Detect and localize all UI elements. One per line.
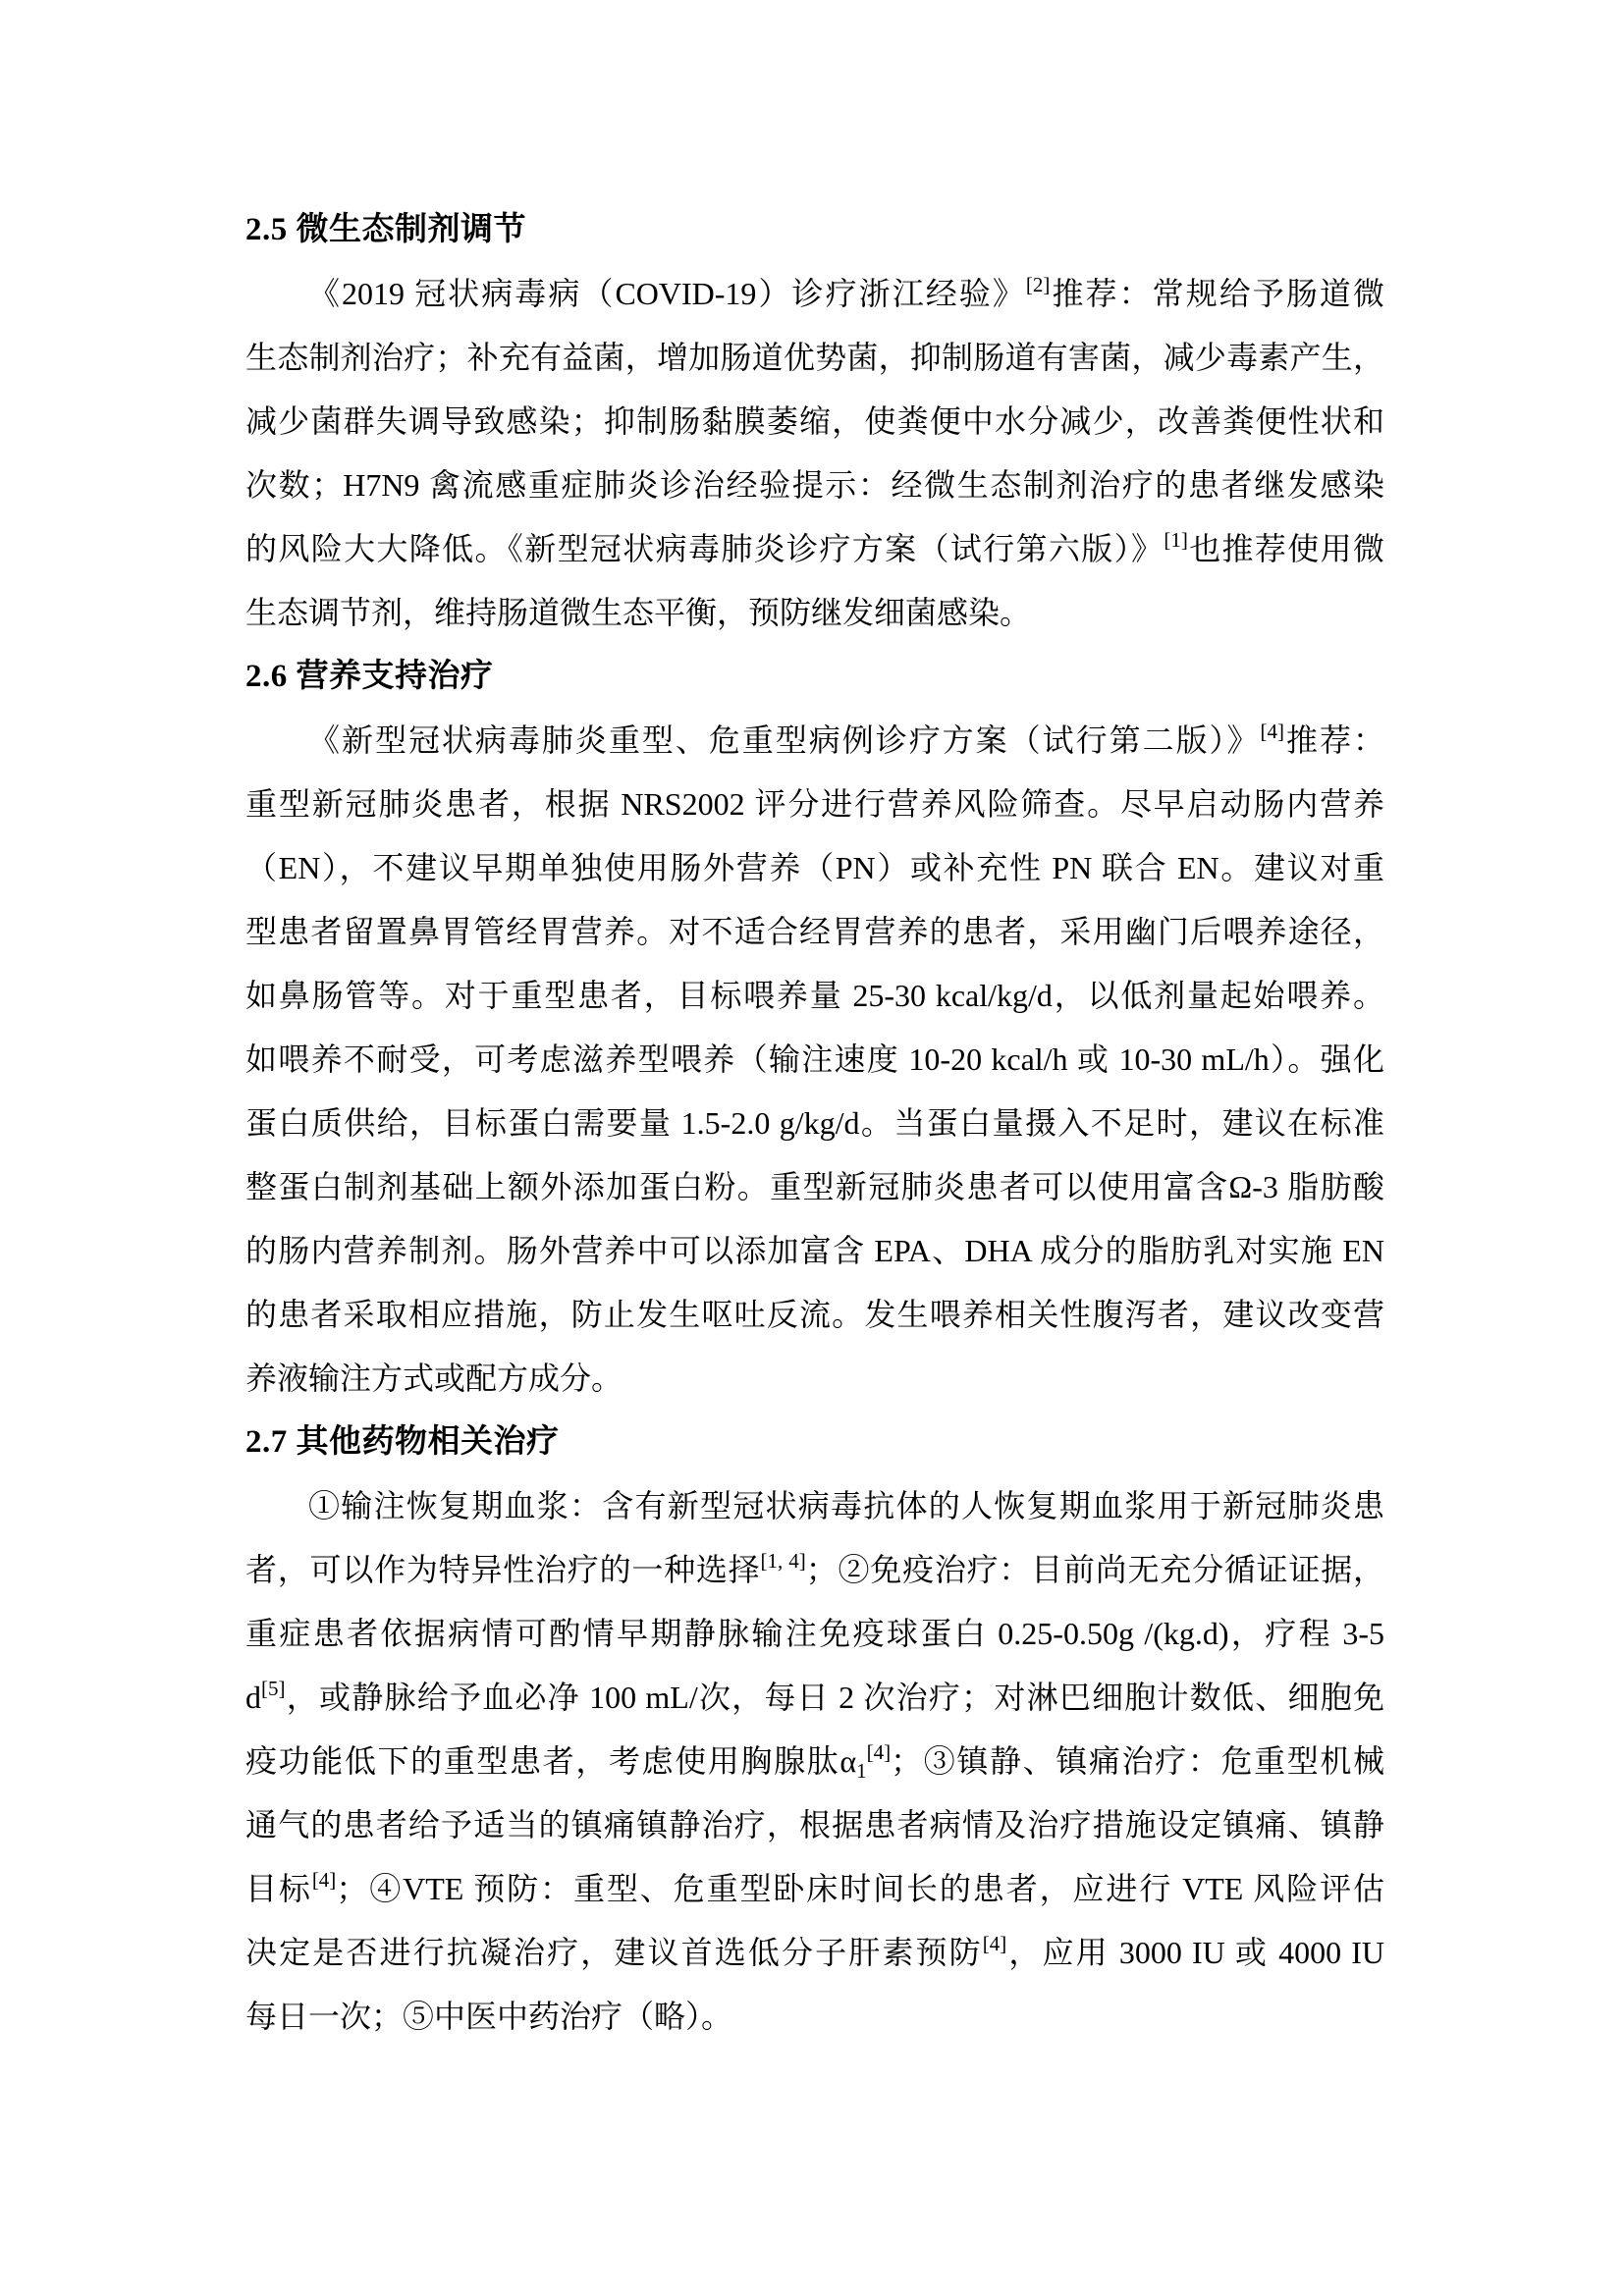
citation-superscript: [4]: [311, 1868, 337, 1892]
citation-superscript: [5]: [261, 1677, 286, 1700]
text-run: 蛋白质供给，目标蛋白需要量 1.5-2.0 g/kg/d。当蛋白量摄入不足时，建议在标准: [245, 1105, 1384, 1141]
text-run: 推荐：: [1284, 722, 1384, 758]
text-line: [245, 1283, 1384, 1347]
citation-superscript: [4]: [866, 1740, 892, 1764]
text-line: [245, 1602, 1384, 1666]
text-line: [245, 1092, 1384, 1155]
text-line: [245, 581, 1384, 645]
text-run: 的风险大大降低。《新型冠状病毒肺炎诊疗方案（试行第六版）》: [245, 531, 1164, 566]
text-run: ；②免疫治疗：目前尚无充分循证证据，: [805, 1552, 1384, 1587]
subscript-number: 1: [856, 1759, 867, 1783]
text-run: 重症患者依据病情可酌情早期静脉输注免疫球蛋白 0.25-0.50g /(kg.d)，疗程 3-5: [245, 1616, 1384, 1651]
text-run: （EN），不建议早期单独使用肠外营养（PN）或补充性 PN 联合 EN。建议对重: [245, 850, 1384, 885]
text-line: [245, 390, 1384, 454]
section-body-2-6: [245, 709, 1384, 1411]
text-run: 者，可以作为特异性治疗的一种选择: [245, 1552, 761, 1587]
citation-superscript: [1, 4]: [760, 1549, 806, 1573]
citation-superscript: [1]: [1164, 528, 1188, 552]
text-line: [245, 1730, 1384, 1793]
section-body-2-5: [245, 262, 1384, 645]
document-content: [245, 198, 1384, 2049]
citation-superscript: [4]: [1260, 720, 1285, 743]
text-line: [245, 517, 1384, 581]
text-run: 目标: [245, 1871, 312, 1906]
text-run: 减少菌群失调导致感染；抑制肠黏膜萎缩，使粪便中水分减少，改善粪便性状和: [245, 403, 1384, 439]
text-run: 每日一次；⑤中医中药治疗（略）。: [245, 1999, 733, 2034]
text-line: [245, 1219, 1384, 1283]
text-run: 推荐：常规给予肠道微: [1050, 276, 1384, 311]
text-line: [245, 1347, 1384, 1411]
text-run: 重型新冠肺炎患者，根据 NRS2002 评分进行营养风险筛查。尽早启动肠内营养: [245, 786, 1384, 822]
section-2-5: [245, 198, 1384, 645]
text-run: 的患者采取相应措施，防止发生呕吐反流。发生喂养相关性腹泻者，建议改变营: [245, 1297, 1384, 1332]
text-run: 型患者留置鼻胃管经胃营养。对不适合经胃营养的患者，采用幽门后喂养途径，: [245, 914, 1384, 949]
text-run: 也推荐使用微: [1187, 531, 1384, 566]
section-heading-2-5: 2.5 微生态制剂调节: [245, 212, 526, 247]
citation-superscript: [2]: [1025, 273, 1051, 296]
text-line: [245, 326, 1384, 390]
text-line: [245, 1857, 1384, 1921]
text-run: 生态调节剂，维持肠道微生态平衡，预防继发细菌感染。: [245, 595, 1032, 630]
section-2-6: [245, 645, 1384, 1411]
text-line: [245, 836, 1384, 900]
text-line: [245, 1155, 1384, 1219]
section-heading-2-7: 2.7 其他药物相关治疗: [245, 1424, 560, 1460]
text-run: 的肠内营养制剂。肠外营养中可以添加富含 EPA、DHA 成分的脂肪乳对实施 EN: [245, 1233, 1384, 1268]
text-run: 如鼻肠管等。对于重型患者，目标喂养量 25-30 kcal/kg/d，以低剂量起始喂养。: [245, 978, 1384, 1013]
text-line: [245, 454, 1384, 517]
text-line: [245, 900, 1384, 964]
text-run: d: [245, 1680, 261, 1715]
text-run: ；③镇静、镇痛治疗：危重型机械: [891, 1743, 1384, 1779]
text-line: [245, 773, 1384, 836]
text-line: [245, 964, 1384, 1028]
text-run: 疫功能低下的重型患者，考虑使用胸腺肽α: [245, 1743, 857, 1779]
text-run: 生态制剂治疗；补充有益菌，增加肠道优势菌，抑制肠道有害菌，减少毒素产生，: [245, 340, 1384, 375]
text-line: [245, 1793, 1384, 1857]
text-run: ①输注恢复期血浆：含有新型冠状病毒抗体的人恢复期血浆用于新冠肺炎患: [308, 1488, 1384, 1523]
text-run: 整蛋白制剂基础上额外添加蛋白粉。重型新冠肺炎患者可以使用富含Ω-3 脂肪酸: [245, 1169, 1384, 1204]
text-line: [245, 1985, 1384, 2049]
text-run: 如喂养不耐受，可考虑滋养型喂养（输注速度 10-20 kcal/h 或 10-30 mL/h）。强化: [245, 1041, 1384, 1077]
text-run: 决定是否进行抗凝治疗，建议首选低分子肝素预防: [245, 1935, 983, 1970]
text-line: [245, 1921, 1384, 1985]
text-line: [245, 1028, 1384, 1092]
text-run: 《2019 冠状病毒病（COVID-19）诊疗浙江经验》: [308, 276, 1026, 311]
section-body-2-7: [245, 1474, 1384, 2049]
text-run: 养液输注方式或配方成分。: [245, 1361, 623, 1396]
text-line: [245, 262, 1384, 326]
section-2-7: [245, 1411, 1384, 2049]
text-run: 《新型冠状病毒肺炎重型、危重型病例诊疗方案（试行第二版）》: [308, 722, 1261, 758]
text-run: ，或静脉给予血必净 100 mL/次，每日 2 次治疗；对淋巴细胞计数低、细胞免: [285, 1680, 1384, 1715]
text-line: [245, 1538, 1384, 1602]
text-line: [245, 1474, 1384, 1538]
text-line: [245, 1666, 1384, 1730]
section-heading-2-6: 2.6 营养支持治疗: [245, 659, 494, 694]
text-run: 通气的患者给予适当的镇痛镇静治疗，根据患者病情及治疗措施设定镇痛、镇静: [245, 1807, 1384, 1842]
text-run: ；④VTE 预防：重型、危重型卧床时间长的患者，应进行 VTE 风险评估: [336, 1871, 1384, 1906]
text-run: ，应用 3000 IU 或 4000 IU: [1006, 1935, 1384, 1970]
text-line: [245, 709, 1384, 773]
text-run: 次数；H7N9 禽流感重症肺炎诊治经验提示：经微生态制剂治疗的患者继发感染: [245, 467, 1384, 503]
citation-superscript: [4]: [982, 1932, 1007, 1955]
